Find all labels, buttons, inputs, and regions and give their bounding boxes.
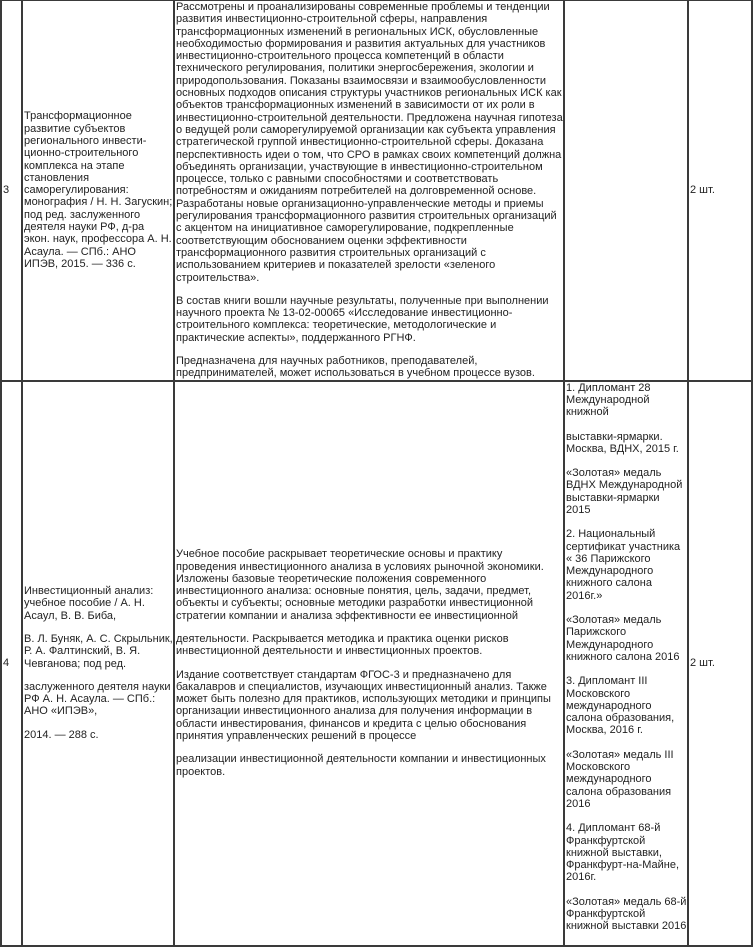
award-item: 2. Национальный сертификат участника « 36 Парижского Международного книжного салона 2016г.» (566, 528, 681, 602)
awards-cell (564, 0, 688, 381)
book-title-part: заслуженного деятеля науки РФ А. Н. Асаула. — СПб.: АНО «ИПЭВ», (24, 680, 171, 718)
description-paragraph: деятельности. Раскрывается методика и практика оценки рисков инвестиционной деятельности и инвестиционных проектов. (176, 633, 509, 658)
table-row (1, 381, 752, 946)
award-item: 4. Дипломант 68-й Франкфуртской книжной выставки, Франкфурт-на-Майне, 2016г. (566, 822, 680, 884)
award-item: выставки-ярмарки. Москва, ВДНХ, 2015 г. (566, 430, 679, 455)
book-title-part: В. Л. Буняк, А. С. Скрыльник, Р. А. Фалтинский, В. Я. Чевганова; под ред. (24, 633, 173, 670)
quantity: 2 шт. (688, 0, 752, 381)
award-item: «Золотая» медаль Парижского Международного книжного салона 2016 (566, 614, 680, 663)
description-paragraph: реализации инвестиционной деятельности компании и инвестиционных проектов. (176, 753, 546, 778)
description-paragraph: Издание соответствует стандартам ФГОС-3 и предназначено для бакалавров и специалистов, изучающих инвестиционный анализ. Также может быть полезно для практиков, использующих методики и принципы организации инвестиционного анализа для получения информации в области инвестирования, финансов и кредита с целью обоснования принятия управленческих решений в процессе (176, 668, 551, 743)
book-title-part: 2014. — 288 с. (24, 728, 99, 741)
description-paragraph: Учебное пособие раскрывает теоретические основы и практику проведения инвестиционного анализа в условиях рыночной экономики. Изложены базовые теоретические положения современного инвестиционного анализа: основные понятия, цель, задачи, предмет, объекты и субъекты; основные методики разработки инвестиционной стратегии компании и анализа эффективности ее инвестиционной (176, 548, 544, 622)
award-item: «Золотая» медаль III Московского международного салона образования 2016 (566, 748, 674, 810)
description-paragraph: Предназначена для научных работников, преподавателей, предпринимателей, может использоваться в учебном процессе вузов. (176, 355, 535, 380)
book-description-cell (174, 0, 564, 381)
book-title-part: Инвестиционный анализ: учебное пособие / А. Н. Асаул, В. В. Биба, (24, 585, 154, 622)
award-item: 1. Дипломант 28 Международной книжной (566, 381, 651, 419)
table-row (1, 0, 752, 381)
book-description-cell (174, 381, 564, 946)
award-item: «Золотая» медаль ВДНХ Международной выставки-ярмарки 2015 (566, 467, 683, 516)
description-paragraph: Рассмотрены и проанализированы современные проблемы и тенденции развития инвестиционно-строительной сферы, направления трансформационных изменений в региональных ИСК, обусловленные необходимостью формирования и развития актуальных для участников инвестиционно-строительного процесса компетенций в области технического регулирования, политики энергосбережения, экологии и природопользования. Показаны взаимосвязи и взаимообусловленности основных подходов описания структуры участников региональных ИСК как объектов трансформационных изменений в зависимости от их роли в инвестиционно-строительной деятельности. Предложена научная гипотеза о ведущей роли саморегулируемой организации как субъекта управления стратегической группой инвестиционно-строительной сферы. Доказана перспективность идеи о том, что СРО в рамках своих компетенций должна объединять организации, участвующие в инвестиционно-строительном процессе, только с равными способностями и соответствовать потребностям и ожиданиям потребителей на долговременной основе. Разработаны новые организационно-управленческие методы и приемы регулирования трансформационного развития строительных организаций с акцентом на инициативное саморегулирование, подкрепленные соответствующим обоснованием оценки эффективности трансформационного развития строительных организаций с использованием критериев и показателей зрелости «зеленого строительства». (176, 1, 563, 284)
quantity: 2 шт. (688, 381, 752, 946)
book-title-cell (22, 0, 174, 381)
description-paragraph: В состав книги вошли научные результаты, полученные при выполнении научного проекта № 13-02-00065 «Исследование инвестиционно-строительного комплекса: теоретические, методологические и практические аспекты», поддержанного РГНФ. (176, 294, 549, 344)
row-number: 4 (1, 381, 22, 946)
award-item: «Золотая» медаль 68-й Франкфуртской книжной выставки 2016 (566, 895, 687, 933)
awards-cell (564, 381, 688, 946)
award-item: 3. Дипломант III Московского международного салона образования, Москва, 2016 г. (566, 675, 675, 737)
book-title-cell (22, 381, 174, 946)
row-number: 3 (1, 0, 22, 381)
book-title: Трансформационное развитие субъектов регионального инвести-ционно-строительного комплекса на этапе становления саморегулирования: монография / Н. Н. Загускин; под ред. заслуженного деятеля науки РФ, д-ра экон. наук, профессора А. Н. Асаула. — СПб.: АНО ИПЭВ, 2015. — 336 с. (24, 110, 173, 270)
